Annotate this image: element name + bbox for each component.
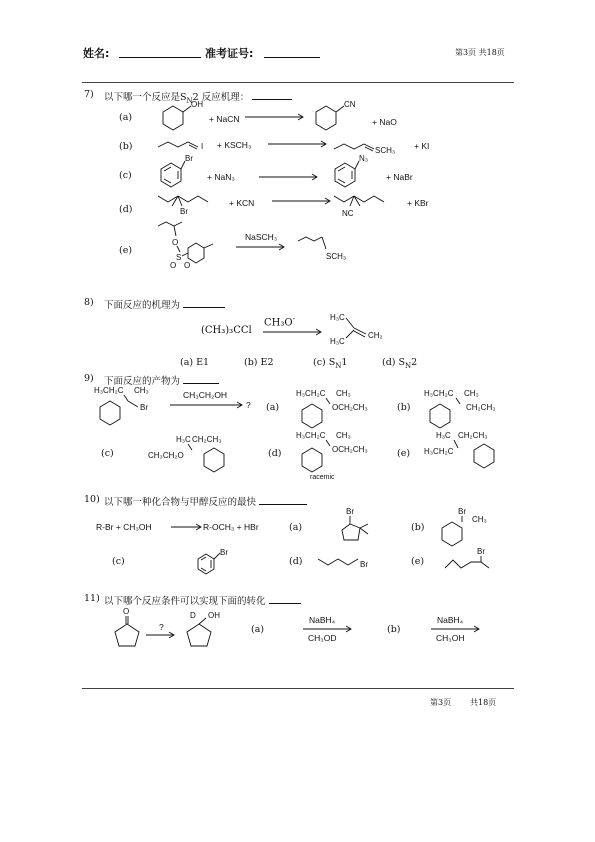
svg-text:CH₂: CH₂ [368,331,383,340]
q9-racemic-note: racemic [310,474,335,481]
bromobenzene-structure [158,155,198,190]
q8-option-b: (b) E2 [244,357,274,368]
q8-answer-blank[interactable] [183,298,225,308]
svg-text:O: O [184,261,191,270]
arrow [245,110,305,120]
svg-text:Br: Br [220,548,228,557]
q7-e-reagent: NaSCH₃ [245,232,278,242]
q9-label-c: (c) [101,448,114,459]
q9-e-structure [424,430,514,475]
q8-reactant: (CH₃)₃CCl [201,325,252,336]
q9-reagent: CH₃CH₂OH [183,390,228,400]
svg-text:H₃C: H₃C [330,313,345,322]
svg-text:OH: OH [208,611,220,620]
arrow [236,242,286,252]
svg-text:H₃C: H₃C [436,431,451,440]
cyclohexanol-structure [155,100,203,135]
svg-text:H₃C: H₃C [176,435,191,444]
q11-label-b: (b) [387,624,401,635]
q9-label-b: (b) [397,402,411,413]
q7-answer-blank[interactable] [252,90,292,100]
arrow [171,522,203,532]
q10-equation-left: R-Br + CH₃OH [96,522,152,532]
header-rule [82,82,514,83]
svg-text:Br: Br [140,403,148,412]
q10-label-a: (a) [289,522,303,533]
isobutylene-structure [330,308,400,348]
q11-b-solvent: CH₃OH [436,633,465,643]
arrow [170,400,245,410]
q7-b-reagent: + KSCH₃ [217,140,252,150]
svg-text:Br: Br [180,207,188,216]
svg-text:H₃CH₂C: H₃CH₂C [94,386,124,395]
svg-text:Br: Br [477,547,485,556]
q10-label-b: (b) [411,522,425,533]
q9-number: 9) [84,373,94,384]
q9-b-structure [424,388,504,428]
q7-number: 7) [84,89,94,100]
q10-number: 10) [84,494,100,505]
svg-text:O: O [172,238,179,247]
tertiary-nitrile-structure [334,192,394,222]
deuterated-cyclopentanol-structure [184,608,229,653]
svg-text:CH₃: CH₃ [336,431,351,440]
q11-b-reagent: NaBH₄ [437,615,464,625]
svg-text:OH: OH [191,100,203,109]
q11-text: 以下哪个反应条件可以实现下面的转化 [104,593,301,607]
svg-text:SCH₃: SCH₃ [326,252,347,261]
svg-text:H₃CH₂C: H₃CH₂C [296,431,326,440]
q9-c-structure [148,434,238,474]
q11-question-mark: ? [159,622,164,632]
svg-text:Br: Br [185,154,193,163]
q7-d-reagent: + KCN [229,198,255,208]
q11-a-solvent: CH₃OD [308,633,337,643]
q8-option-a: (a) E1 [180,357,210,368]
svg-text:Br: Br [458,507,466,516]
q10-a-structure [330,508,380,548]
svg-text:CH₂CH₃: CH₂CH₃ [192,435,222,444]
q9-label-e: (e) [397,448,411,459]
q11-label-a: (a) [251,624,265,635]
exam-id-blank[interactable] [264,57,320,58]
allyl-iodide-structure [158,137,208,152]
q10-e-structure [445,546,505,581]
svg-text:Br: Br [360,560,368,569]
arrow [259,172,319,182]
q7-b-label: (b) [119,141,133,152]
svg-text:I: I [201,142,204,151]
q7-d-label: (d) [119,204,133,215]
svg-text:CH₃: CH₃ [464,389,479,398]
svg-text:OCH₂CH₃: OCH₂CH₃ [332,445,368,454]
q10-c-structure [196,545,236,580]
svg-text:CH₃: CH₃ [134,386,149,395]
q7-c-label: (c) [119,170,132,181]
svg-text:H₃C: H₃C [330,337,345,346]
q7-a-label: (a) [119,112,133,123]
svg-text:CH₂CH₃: CH₂CH₃ [458,431,488,440]
q10-text: 以下哪一种化合物与甲醇反应的最快 [104,494,307,508]
q7-b-byproduct: + KI [414,141,430,151]
svg-text:NC: NC [342,209,354,218]
svg-text:CH₃: CH₃ [336,389,351,398]
q9-question-mark: ? [246,400,251,410]
arrow [272,196,332,206]
exam-id-label: 准考证号: [205,47,254,60]
q7-a-byproduct: + NaO [372,117,397,127]
q8-option-c: (c) $S_N1$ [313,357,348,370]
svg-text:H₃CH₂C: H₃CH₂C [424,389,454,398]
q9-reactant-structure [94,385,164,430]
allyl-sulfide-structure [334,137,396,155]
q7-d-byproduct: + KBr [407,198,429,208]
svg-text:S: S [176,253,182,262]
footer-page: 第3页 [430,698,452,707]
arrow [263,327,323,337]
tosylate-structure [158,220,233,275]
q8-number: 8) [84,297,94,308]
q10-d-structure [318,553,378,573]
q9-label-d: (d) [268,448,282,459]
svg-text:H₃CH₂C: H₃CH₂C [424,447,454,456]
q9-d-structure [296,430,376,480]
svg-text:OCH₂CH₃: OCH₂CH₃ [332,403,368,412]
svg-text:CH₃CH₂O: CH₃CH₂O [148,451,184,460]
svg-text:O: O [123,607,130,616]
q7-c-byproduct: + NaBr [386,172,413,182]
cyclohexyl-nitrile-structure [312,100,356,135]
tertiary-bromide-structure [158,192,218,222]
q10-b-structure [438,508,488,548]
arrow [268,139,328,149]
q10-answer-blank[interactable] [259,495,307,505]
q11-a-reagent: NaBH₄ [309,615,336,625]
q7-c-reagent: + NaN₃ [207,172,235,182]
svg-text:Br: Br [346,507,354,516]
q8-text: 下面反应的机理为 [104,297,225,311]
footer-total: 共18页 [470,698,497,707]
phenyl-azide-structure [332,155,372,190]
svg-text:N₃: N₃ [359,154,369,163]
q7-a-reagent: + NaCN [209,114,240,124]
thioether-structure [298,235,358,265]
q11-answer-blank[interactable] [269,594,301,604]
q11-number: 11) [84,593,100,604]
q8-reagent: CH₃O- [264,315,295,329]
name-blank[interactable] [119,57,201,58]
q10-label-e: (e) [411,556,425,567]
name-label: 姓名: [83,47,110,60]
q10-label-c: (c) [112,556,125,567]
svg-text:H₃CH₂C: H₃CH₂C [296,389,326,398]
q10-label-d: (d) [289,556,303,567]
cyclopentanone-structure [112,608,147,653]
svg-text:CN: CN [344,100,356,109]
svg-text:O: O [170,261,177,270]
q7-e-label: (e) [119,245,133,256]
svg-text:SCH₃: SCH₃ [375,146,396,155]
header-page-info: 第3页 共18页 [455,48,505,57]
footer-rule [82,688,514,689]
svg-text:D: D [190,611,196,620]
q8-option-d: (d) $S_N2$ [382,357,418,370]
q9-answer-blank[interactable] [183,374,219,384]
q10-equation-right: R-OCH₃ + HBr [203,522,259,532]
q9-a-structure [296,388,376,428]
q9-text: 下面反应的产物为 [104,373,219,387]
q9-label-a: (a) [266,402,280,413]
svg-text:CH₂CH₃: CH₂CH₃ [466,403,496,412]
q7-text: 以下哪一个反应是$S_N2$ 反应机理： [104,89,292,105]
svg-text:CH₃: CH₃ [472,515,487,524]
